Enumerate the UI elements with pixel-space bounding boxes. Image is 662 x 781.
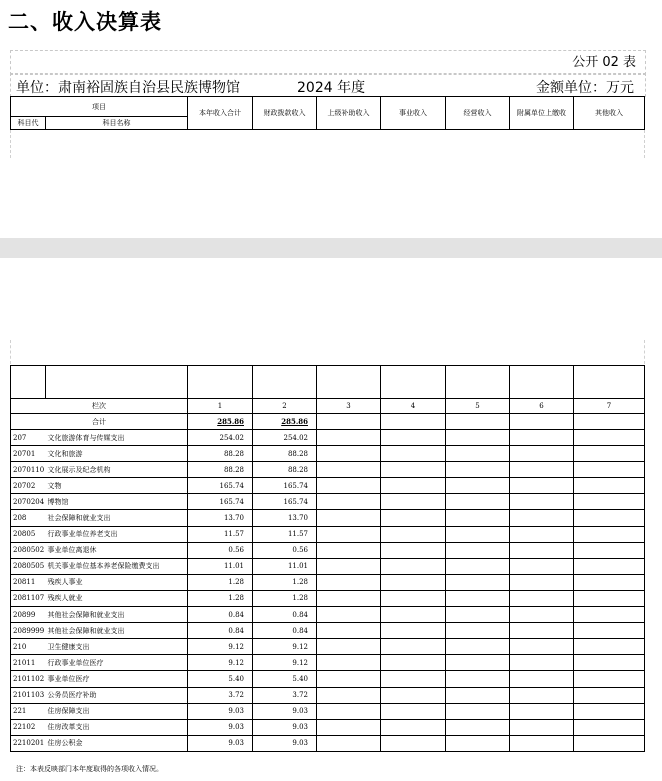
- row-value: 11.01: [253, 558, 317, 574]
- unit-header: [10, 73, 646, 97]
- empty-cell: [317, 719, 381, 735]
- empty-cell: [446, 607, 510, 623]
- empty-cell: [446, 574, 510, 590]
- row-name: 事业单位医疗: [46, 671, 188, 687]
- col-name: 科目名称: [46, 117, 188, 130]
- empty-cell: [574, 687, 645, 703]
- row-code: 221: [11, 703, 46, 719]
- row-name: 文化旅游体育与传媒支出: [46, 430, 188, 446]
- row-name: 其他社会保障和就业支出: [46, 623, 188, 639]
- row-value: 1.28: [253, 574, 317, 590]
- table-row: [11, 446, 645, 462]
- empty-cell: [574, 478, 645, 494]
- empty-cell: [446, 590, 510, 606]
- empty-cell: [446, 639, 510, 655]
- table-row: [11, 590, 645, 606]
- empty-cell: [317, 607, 381, 623]
- row-value: 165.74: [253, 494, 317, 510]
- empty-cell: [510, 510, 574, 526]
- year-label: 2024 年度: [297, 80, 366, 96]
- row-name: 公务员医疗补助: [46, 687, 188, 703]
- empty-cell: [574, 607, 645, 623]
- empty-cell: [510, 639, 574, 655]
- row-value: 5.40: [188, 671, 253, 687]
- row-value: 3.72: [253, 687, 317, 703]
- empty-cell: [574, 574, 645, 590]
- empty-cell: [317, 462, 381, 478]
- table-row: [11, 494, 645, 510]
- empty-cell: [317, 735, 381, 751]
- row-name: 其他社会保障和就业支出: [46, 607, 188, 623]
- col-number: 1: [188, 399, 253, 414]
- empty-cell: [446, 655, 510, 671]
- empty-cell: [381, 607, 446, 623]
- row-value: 13.70: [188, 510, 253, 526]
- row-value: 13.70: [253, 510, 317, 526]
- row-name: 文化和旅游: [46, 446, 188, 462]
- empty-cell: [510, 542, 574, 558]
- row-value: 9.03: [253, 735, 317, 751]
- row-code: 2101103: [11, 687, 46, 703]
- empty-cell: [317, 671, 381, 687]
- row-name: 行政事业单位医疗: [46, 655, 188, 671]
- row-value: 0.84: [188, 623, 253, 639]
- table-row: [11, 542, 645, 558]
- total-value: 285.86: [253, 414, 317, 430]
- table-row: [11, 687, 645, 703]
- row-value: 165.74: [253, 478, 317, 494]
- empty-cell: [510, 607, 574, 623]
- empty-cell: [446, 478, 510, 494]
- empty-cell: [381, 462, 446, 478]
- empty-cell: [381, 639, 446, 655]
- empty-cell: [574, 671, 645, 687]
- table-row: [11, 639, 645, 655]
- row-code: 2070110: [11, 462, 46, 478]
- col-header-2: 财政拨款收入: [253, 97, 317, 130]
- page-edge: [644, 130, 645, 158]
- empty-cell: [317, 655, 381, 671]
- empty-cell: [381, 526, 446, 542]
- empty-cell: [510, 558, 574, 574]
- row-value: 1.28: [253, 590, 317, 606]
- col-number: 6: [510, 399, 574, 414]
- table-row: [11, 526, 645, 542]
- empty-cell: [574, 446, 645, 462]
- row-name: 残疾人就业: [46, 590, 188, 606]
- row-name: 文物: [46, 478, 188, 494]
- empty-cell: [381, 494, 446, 510]
- row-code: 20701: [11, 446, 46, 462]
- row-value: 11.57: [253, 526, 317, 542]
- empty-cell: [317, 558, 381, 574]
- row-name: 博物馆: [46, 494, 188, 510]
- table-row: [11, 510, 645, 526]
- empty-cell: [381, 687, 446, 703]
- row-code: 2210201: [11, 735, 46, 751]
- empty-cell: [574, 639, 645, 655]
- empty-cell: [446, 735, 510, 751]
- empty-cell: [317, 446, 381, 462]
- col-number: 7: [574, 399, 645, 414]
- empty-cell: [446, 719, 510, 735]
- table-row: [11, 607, 645, 623]
- empty-cell: [317, 494, 381, 510]
- row-value: 11.01: [188, 558, 253, 574]
- table-row: [11, 478, 645, 494]
- row-code: 20811: [11, 574, 46, 590]
- empty-cell: [446, 430, 510, 446]
- row-value: 88.28: [253, 462, 317, 478]
- empty-cell: [574, 558, 645, 574]
- page-edge: [10, 130, 11, 158]
- empty-cell: [317, 590, 381, 606]
- col-number: 3: [317, 399, 381, 414]
- row-code: 2101102: [11, 671, 46, 687]
- table-row: [11, 462, 645, 478]
- row-name: 住房保障支出: [46, 703, 188, 719]
- empty-cell: [317, 430, 381, 446]
- row-code: 20899: [11, 607, 46, 623]
- row-value: 88.28: [188, 446, 253, 462]
- col-header-5: 经营收入: [446, 97, 510, 130]
- empty-cell: [317, 478, 381, 494]
- table-row: [11, 719, 645, 735]
- row-value: 3.72: [188, 687, 253, 703]
- table-row: [11, 623, 645, 639]
- empty-cell: [381, 671, 446, 687]
- empty-cell: [446, 671, 510, 687]
- total-value: 285.86: [188, 414, 253, 430]
- row-code: 2070204: [11, 494, 46, 510]
- empty-cell: [574, 542, 645, 558]
- col-header-7: 其他收入: [574, 97, 645, 130]
- empty-cell: [317, 703, 381, 719]
- empty-cell: [446, 526, 510, 542]
- footnote: 注：本表反映部门本年度取得的各项收入情况。: [16, 765, 163, 773]
- empty-cell: [510, 623, 574, 639]
- empty-cell: [574, 735, 645, 751]
- row-code: 2080505: [11, 558, 46, 574]
- col-number: 4: [381, 399, 446, 414]
- empty-cell: [510, 735, 574, 751]
- empty-cell: [446, 687, 510, 703]
- col-number-row: [11, 399, 645, 414]
- sheet-frame: [10, 50, 646, 75]
- empty-cell: [317, 526, 381, 542]
- col-number-label: 栏次: [11, 399, 188, 414]
- row-name: 文化展示及纪念机构: [46, 462, 188, 478]
- table-row: [11, 655, 645, 671]
- empty-cell: [381, 558, 446, 574]
- row-value: 9.12: [188, 639, 253, 655]
- row-code: 208: [11, 510, 46, 526]
- page-title: 二、收入决算表: [8, 10, 162, 34]
- empty-cell: [446, 558, 510, 574]
- empty-cell: [446, 623, 510, 639]
- row-value: 9.03: [253, 719, 317, 735]
- form-number: 公开 02 表: [572, 55, 636, 70]
- empty-cell: [510, 446, 574, 462]
- row-name: 社会保障和就业支出: [46, 510, 188, 526]
- income-table: [10, 365, 645, 752]
- row-name: 住房改革支出: [46, 719, 188, 735]
- row-name: 行政事业单位养老支出: [46, 526, 188, 542]
- empty-cell: [510, 430, 574, 446]
- unit-label: 单位：肃南裕固族自治县民族博物馆: [16, 80, 240, 96]
- row-name: 事业单位离退休: [46, 542, 188, 558]
- table-row: [11, 430, 645, 446]
- empty-cell: [574, 462, 645, 478]
- empty-cell: [510, 494, 574, 510]
- row-code: 2081107: [11, 590, 46, 606]
- table-row: [11, 703, 645, 719]
- empty-cell: [510, 703, 574, 719]
- row-value: 9.03: [253, 703, 317, 719]
- row-value: 0.84: [188, 607, 253, 623]
- col-item: 项目: [11, 97, 188, 117]
- empty-cell: [510, 574, 574, 590]
- row-value: 0.56: [253, 542, 317, 558]
- empty-cell: [381, 446, 446, 462]
- row-value: 0.84: [253, 607, 317, 623]
- row-value: 254.02: [188, 430, 253, 446]
- empty-cell: [510, 526, 574, 542]
- row-value: 165.74: [188, 478, 253, 494]
- page-edge: [644, 340, 645, 364]
- row-code: 20702: [11, 478, 46, 494]
- row-value: 1.28: [188, 590, 253, 606]
- col-number: 5: [446, 399, 510, 414]
- total-label: 合计: [11, 414, 188, 430]
- row-code: 22102: [11, 719, 46, 735]
- empty-cell: [381, 590, 446, 606]
- empty-cell: [510, 687, 574, 703]
- empty-cell: [510, 655, 574, 671]
- row-value: 5.40: [253, 671, 317, 687]
- empty-cell: [510, 719, 574, 735]
- empty-cell: [574, 494, 645, 510]
- empty-cell: [317, 542, 381, 558]
- row-code: 210: [11, 639, 46, 655]
- blank-header-row: [11, 366, 645, 399]
- empty-cell: [446, 462, 510, 478]
- table-row: [11, 671, 645, 687]
- table-row: [11, 574, 645, 590]
- row-value: 9.12: [253, 655, 317, 671]
- col-header-6: 附属单位上缴收: [510, 97, 574, 130]
- row-value: 1.28: [188, 574, 253, 590]
- row-value: 88.28: [253, 446, 317, 462]
- empty-cell: [381, 703, 446, 719]
- col-header-1: 本年收入合计: [188, 97, 253, 130]
- empty-cell: [381, 574, 446, 590]
- empty-cell: [381, 430, 446, 446]
- empty-cell: [381, 719, 446, 735]
- empty-cell: [381, 478, 446, 494]
- table-row: [11, 735, 645, 751]
- empty-cell: [317, 623, 381, 639]
- total-row: [11, 414, 645, 430]
- page-break: [0, 238, 662, 258]
- empty-cell: [381, 655, 446, 671]
- empty-cell: [510, 478, 574, 494]
- row-name: 卫生健康支出: [46, 639, 188, 655]
- empty-cell: [381, 510, 446, 526]
- page-edge: [10, 340, 11, 364]
- empty-cell: [317, 639, 381, 655]
- row-code: 21011: [11, 655, 46, 671]
- empty-cell: [574, 623, 645, 639]
- empty-cell: [574, 510, 645, 526]
- empty-cell: [381, 735, 446, 751]
- empty-cell: [446, 510, 510, 526]
- row-value: 88.28: [188, 462, 253, 478]
- col-code: 科目代: [11, 117, 46, 130]
- row-value: 0.84: [253, 623, 317, 639]
- row-value: 9.03: [188, 703, 253, 719]
- row-code: 207: [11, 430, 46, 446]
- empty-cell: [574, 655, 645, 671]
- row-value: 9.03: [188, 719, 253, 735]
- row-value: 11.57: [188, 526, 253, 542]
- row-value: 9.12: [188, 655, 253, 671]
- row-value: 254.02: [253, 430, 317, 446]
- empty-cell: [446, 494, 510, 510]
- empty-cell: [574, 430, 645, 446]
- empty-cell: [446, 446, 510, 462]
- empty-cell: [510, 590, 574, 606]
- row-name: 残疾人事业: [46, 574, 188, 590]
- row-code: 20805: [11, 526, 46, 542]
- row-value: 0.56: [188, 542, 253, 558]
- empty-cell: [574, 526, 645, 542]
- empty-cell: [574, 703, 645, 719]
- empty-cell: [510, 671, 574, 687]
- table-row: [11, 558, 645, 574]
- amount-unit-label: 金额单位：万元: [536, 80, 634, 96]
- row-name: 机关事业单位基本养老保险缴费支出: [46, 558, 188, 574]
- row-code: 2089999: [11, 623, 46, 639]
- col-header-4: 事业收入: [381, 97, 446, 130]
- empty-cell: [574, 590, 645, 606]
- row-value: 165.74: [188, 494, 253, 510]
- row-code: 2080502: [11, 542, 46, 558]
- empty-cell: [381, 623, 446, 639]
- col-header-3: 上级补助收入: [317, 97, 381, 130]
- empty-cell: [510, 462, 574, 478]
- empty-cell: [574, 719, 645, 735]
- row-name: 住房公积金: [46, 735, 188, 751]
- empty-cell: [317, 510, 381, 526]
- header-table-page1: [10, 96, 645, 130]
- row-value: 9.03: [188, 735, 253, 751]
- empty-cell: [317, 687, 381, 703]
- empty-cell: [317, 574, 381, 590]
- row-value: 9.12: [253, 639, 317, 655]
- empty-cell: [446, 703, 510, 719]
- empty-cell: [446, 542, 510, 558]
- empty-cell: [381, 542, 446, 558]
- col-number: 2: [253, 399, 317, 414]
